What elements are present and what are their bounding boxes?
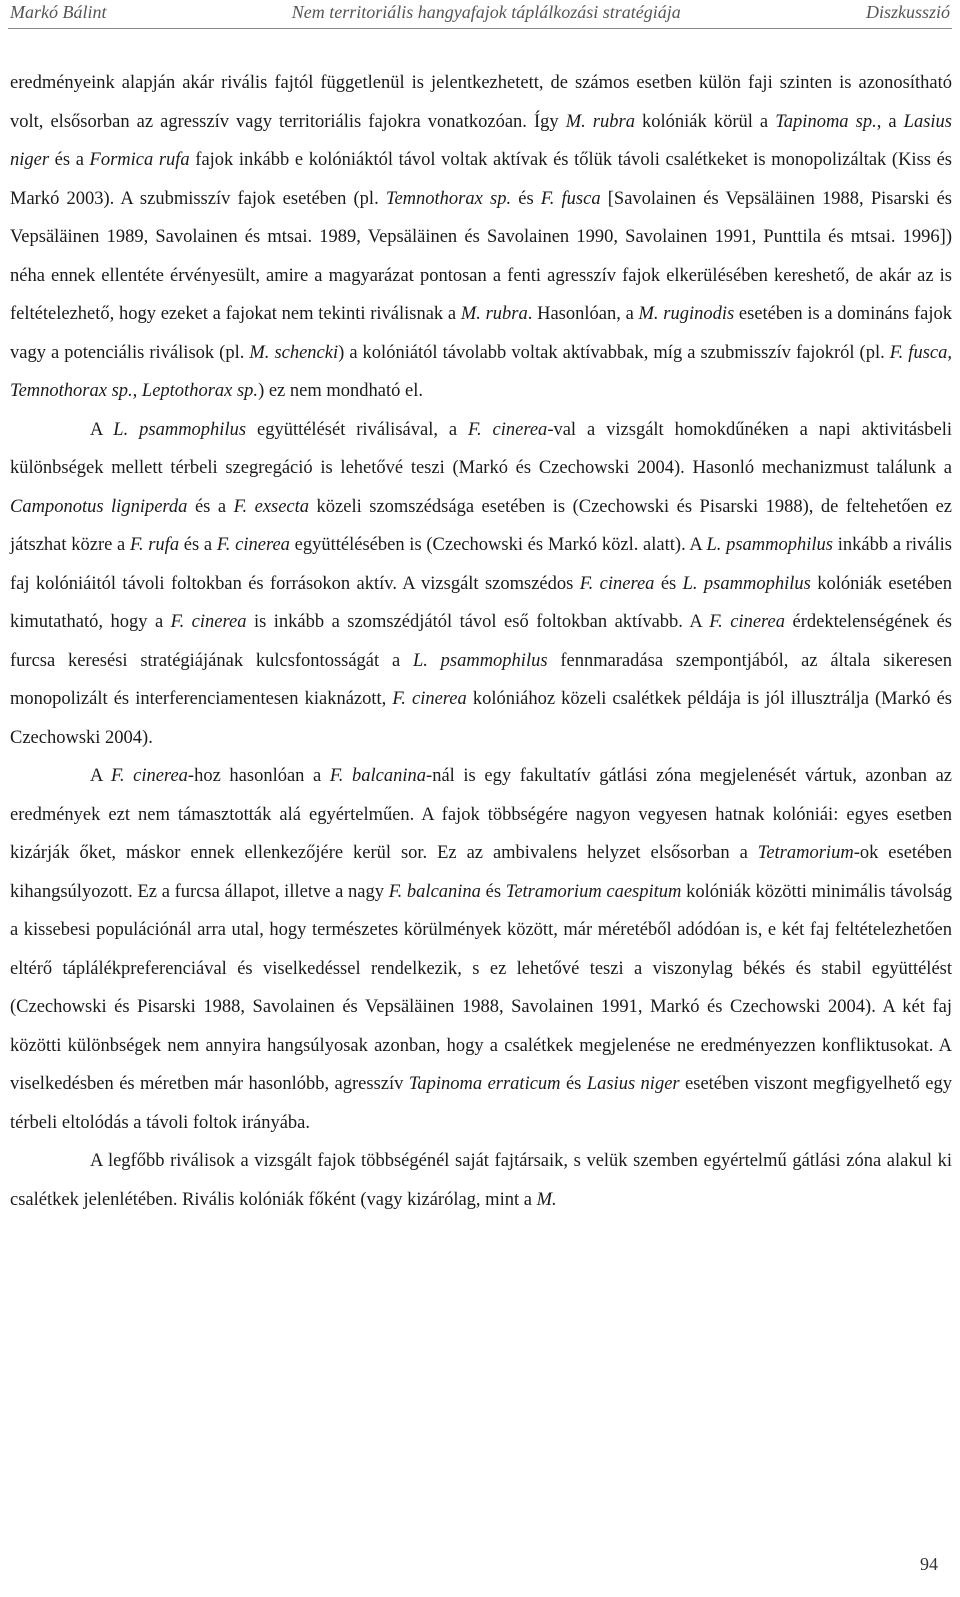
species-name: M. schencki xyxy=(249,342,339,363)
text-run: inkább a rivális faj kolóniáitól távoli foltokban és forrásokon aktív. A vizsgált szomszédos xyxy=(10,535,952,594)
species-name: Tapinoma sp. xyxy=(775,111,877,132)
text-run: és a xyxy=(179,535,217,555)
paragraph xyxy=(10,64,952,411)
text-run: és xyxy=(654,573,683,594)
text-run: -val a vizsgált homokdűnéken a napi aktivitásbeli különbségek mellett térbeli szegregáció is lehetővé teszi (Markó és Czechowski 2004). Hasonló mechanizmust találunk a xyxy=(10,419,952,478)
text-run: fajok inkább e kolóniáktól távol voltak aktívak és tőlük távoli csalétkeket is monopolizáltak (Kiss és Markó 2003). A szubmisszív fajok esetében (pl. xyxy=(10,150,952,209)
species-name: Camponotus ligniperda xyxy=(10,496,188,517)
header-author: Markó Bálint xyxy=(10,2,107,22)
text-run: -hoz hasonlóan a xyxy=(187,766,330,786)
text-run: ) a kolóniától távolabb voltak aktívabbak, míg a szubmisszív fajokról (pl. xyxy=(338,342,890,363)
species-name: F. cinerea xyxy=(110,766,188,786)
text-run: kolóniák közötti minimális távolság a kissebesi populációnál arra utal, hogy természetes körülmények között, már méretéből adódóan is, e két faj feltételezhetően eltérő táplálékpreferenciával és viselkedéssel rendelkezik, s ez lehetővé teszi a viszonylag békés és stabil együttélést (Czechowski és Pisarski 1988, Savolainen és Vepsäläinen 1988, Savolainen 1991, Markó és Czechowski 2004). A két faj közötti különbségek nem annyira hangsúlyosak azonban, hogy a csalétkek megjelenése ne eredményezzen konfliktusokat. A viselkedésben és méretben már hasonlóbb, agresszív xyxy=(10,881,952,1094)
species-name: Lasius niger xyxy=(586,1074,680,1094)
species-name: F. cinerea xyxy=(709,612,786,632)
species-name: Formica rufa xyxy=(89,150,190,170)
text-run: és a xyxy=(187,496,234,517)
species-name: F. fusca xyxy=(540,188,601,209)
text-run: és xyxy=(560,1074,587,1094)
text-run: és xyxy=(480,881,506,902)
text-run: . Hasonlóan, a xyxy=(527,304,639,324)
text-run: kolóniák esetében kimutatható, hogy a xyxy=(10,573,952,632)
paragraph xyxy=(10,411,952,758)
species-name: Tetramorium xyxy=(757,843,854,863)
text-run: A xyxy=(90,766,111,786)
species-name: L. psammophilus xyxy=(113,419,247,440)
species-name: F. cinerea xyxy=(392,689,467,709)
paragraph xyxy=(10,1142,952,1219)
species-name: M. rubra xyxy=(565,111,635,132)
species-name: Tapinoma erraticum xyxy=(408,1074,561,1094)
species-name: L. psammophilus xyxy=(706,535,834,555)
text-run: érdektelenségének és furcsa keresési stratégiájának kulcsfontosságát a xyxy=(10,612,953,671)
text-run: és a xyxy=(49,150,90,170)
species-name: Temnothorax sp. xyxy=(385,188,512,209)
text-run: együttélésében is (Czechowski és Markó közl. alatt). A xyxy=(289,535,707,555)
text-run: esetében is a domináns fajok vagy a potenciális riválisok (pl. xyxy=(10,304,952,363)
text-run: , a xyxy=(876,111,904,132)
text-run: -nál is egy fakultatív gátlási zóna megjelenését vártuk, azonban az eredmények ezt nem támasztották alá egyértelműen. A fajok többségére nagyon vegyesen hatnak kolóniái: egyes esetben kizárják őket, máskor ennek ellenkezőjére kerül sor. Ez az ambivalens helyzet elsősorban a xyxy=(10,766,952,863)
species-name: F. cinerea xyxy=(468,419,548,440)
text-run: [Savolainen és Vepsäläinen 1988, Pisarski és Vepsäläinen 1989, Savolainen és mtsai. 1989, Vepsäläinen és Savolainen 1990, Savolainen 1991, Punttila és mtsai. 1996]) néha ennek ellentéte érvényesült, amire a magyarázat pontosan a fenti agresszív fajok elkerülésében kereshető, de akár az is feltételezhető, hogy ezeket a fajokat nem tekinti riválisnak a xyxy=(10,188,952,324)
paragraph xyxy=(10,757,952,1142)
text-run: esetében viszont megfigyelhető egy térbeli eltolódás a távoli foltok irányába. xyxy=(10,1074,952,1133)
text-run: együttélését riválisával, a xyxy=(246,419,469,440)
species-name: M. rubra xyxy=(460,304,528,324)
text-run: A xyxy=(90,419,114,440)
species-name: M. xyxy=(536,1189,557,1210)
text-run: eredményeink alapján akár rivális fajtól függetlenül is jelentkezhetett, de számos esetben külön faji szinten is azonosítható volt, elsősorban az agresszív vagy territoriális fajokra vonatkozóan. Így xyxy=(10,73,952,132)
text-run: kolóniához közeli csalétkek példája is jól illusztrálja (Markó és Czechowski 2004). xyxy=(10,689,953,748)
species-name: F. cinerea xyxy=(216,535,290,555)
species-name: F. cinerea xyxy=(170,612,247,632)
text-run: A legfőbb riválisok a vizsgált fajok többségénél saját fajtársaik, s velük szemben egyértelmű gátlási zóna alakul ki csalétkek jelenlétében. Rivális kolóniák főként (vagy kizárólag, mint a xyxy=(10,1151,952,1210)
text-run: -ok esetében kihangsúlyozott. Ez a furcsa állapot, illetve a nagy xyxy=(10,843,952,902)
header-section: Diszkusszió xyxy=(865,2,950,22)
header-rule xyxy=(8,28,952,29)
body-text xyxy=(10,64,952,1219)
species-name: F. balcanina xyxy=(388,881,481,902)
species-name: F. exsecta xyxy=(233,496,310,517)
species-name: L. psammophilus xyxy=(682,573,811,594)
text-run: közeli szomszédsága esetében is (Czechowski és Pisarski 1988), de feltehetően ez játszhat közre a xyxy=(10,496,952,555)
page-number: 94 xyxy=(920,1554,938,1574)
header-title: Nem territoriális hangyafajok táplálkozási stratégiája xyxy=(291,2,681,22)
species-name: Lasius niger xyxy=(10,111,952,170)
text-run: is inkább a szomszédjától távol eső foltokban aktívabb. A xyxy=(246,612,710,632)
species-name: F. rufa xyxy=(129,535,180,555)
species-name: F. balcanina xyxy=(329,766,427,786)
species-name: F. fusca, Temnothorax sp., Leptothorax sp. xyxy=(10,342,952,401)
text-run: és xyxy=(511,188,541,209)
text-run: fennmaradása szempontjából, az általa sikeresen monopolizált és interferenciamentesen kiaknázott, xyxy=(10,650,952,709)
species-name: Tetramorium caespitum xyxy=(505,881,682,902)
species-name: L. psammophilus xyxy=(412,650,548,671)
species-name: F. cinerea xyxy=(579,573,655,594)
text-run: kolóniák körül a xyxy=(634,111,776,132)
text-run: ) ez nem mondható el. xyxy=(258,381,423,401)
species-name: M. ruginodis xyxy=(638,304,735,324)
